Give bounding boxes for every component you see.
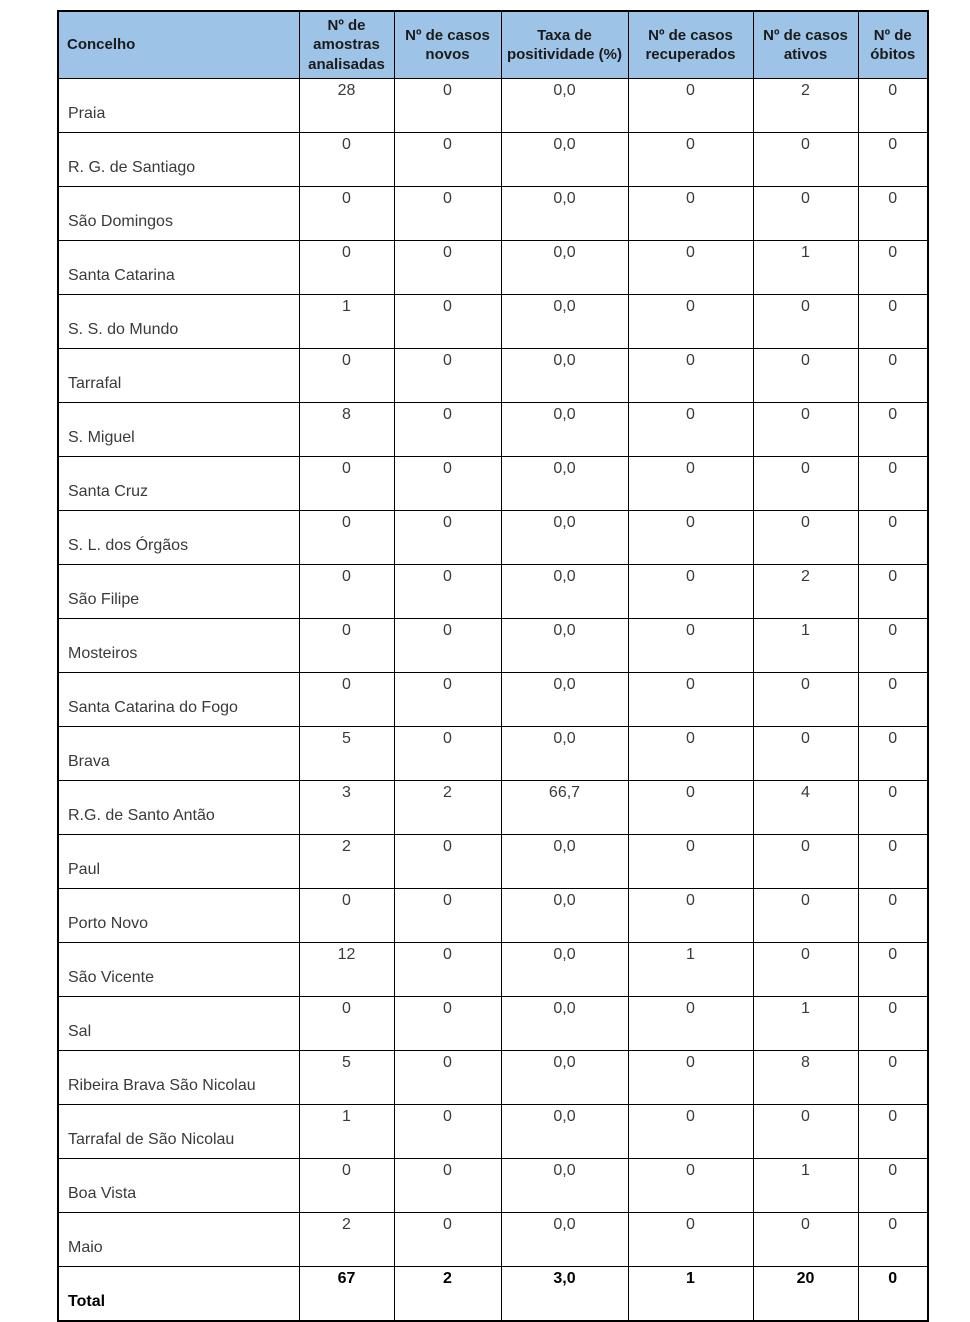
- concelho-name-cell: Paul: [58, 835, 299, 889]
- value-cell: 0: [858, 1213, 928, 1267]
- value-cell: 0: [394, 187, 501, 241]
- value-cell: 0: [394, 457, 501, 511]
- value-cell: 0,0: [501, 403, 628, 457]
- table-row: [58, 619, 928, 673]
- value-cell: 0: [628, 673, 753, 727]
- value-cell: 0: [628, 889, 753, 943]
- value-cell: 0: [394, 835, 501, 889]
- value-cell: 1: [628, 1267, 753, 1322]
- value-cell: 0: [858, 1051, 928, 1105]
- value-cell: 0: [628, 349, 753, 403]
- value-cell: 0,0: [501, 79, 628, 133]
- value-cell: 0: [858, 619, 928, 673]
- concelho-name-cell: Praia: [58, 79, 299, 133]
- value-cell: 1: [753, 241, 858, 295]
- value-cell: 0: [628, 619, 753, 673]
- value-cell: 20: [753, 1267, 858, 1322]
- value-cell: 0,0: [501, 1051, 628, 1105]
- concelho-name-cell: S. S. do Mundo: [58, 295, 299, 349]
- table-row: [58, 133, 928, 187]
- concelho-name-cell: Tarrafal de São Nicolau: [58, 1105, 299, 1159]
- value-cell: 2: [753, 79, 858, 133]
- value-cell: 8: [299, 403, 394, 457]
- value-cell: 0: [299, 673, 394, 727]
- value-cell: 0: [394, 133, 501, 187]
- value-cell: 0: [753, 835, 858, 889]
- value-cell: 0: [394, 727, 501, 781]
- table-row: [58, 727, 928, 781]
- value-cell: 0: [394, 1213, 501, 1267]
- value-cell: 0: [628, 295, 753, 349]
- value-cell: 0: [299, 457, 394, 511]
- value-cell: 67: [299, 1267, 394, 1322]
- value-cell: 28: [299, 79, 394, 133]
- value-cell: 0: [628, 457, 753, 511]
- value-cell: 0,0: [501, 1159, 628, 1213]
- column-header-recuperados: Nº de casos recuperados: [628, 11, 753, 79]
- value-cell: 0: [394, 943, 501, 997]
- table-row: [58, 835, 928, 889]
- value-cell: 0,0: [501, 133, 628, 187]
- value-cell: 0: [858, 1105, 928, 1159]
- value-cell: 0,0: [501, 943, 628, 997]
- value-cell: 0: [394, 295, 501, 349]
- value-cell: 0: [394, 241, 501, 295]
- column-header-casos-novos: Nº de casos novos: [394, 11, 501, 79]
- value-cell: 5: [299, 1051, 394, 1105]
- concelho-name-cell: Tarrafal: [58, 349, 299, 403]
- value-cell: 0,0: [501, 835, 628, 889]
- table-header-row: [58, 11, 928, 79]
- value-cell: 0: [299, 187, 394, 241]
- value-cell: 0: [753, 673, 858, 727]
- value-cell: 0,0: [501, 727, 628, 781]
- value-cell: 0,0: [501, 511, 628, 565]
- value-cell: 0: [858, 241, 928, 295]
- value-cell: 0: [394, 349, 501, 403]
- value-cell: 0,0: [501, 241, 628, 295]
- concelho-name-cell: Santa Catarina do Fogo: [58, 673, 299, 727]
- value-cell: 0: [628, 1159, 753, 1213]
- concelho-table: [57, 10, 929, 1322]
- value-cell: 2: [299, 1213, 394, 1267]
- table-row: [58, 943, 928, 997]
- value-cell: 1: [753, 997, 858, 1051]
- value-cell: 0,0: [501, 457, 628, 511]
- value-cell: 0: [394, 619, 501, 673]
- table-row: [58, 673, 928, 727]
- table-row: [58, 1159, 928, 1213]
- concelho-name-cell: Brava: [58, 727, 299, 781]
- value-cell: 0: [628, 79, 753, 133]
- value-cell: 0: [628, 1213, 753, 1267]
- value-cell: 0: [394, 565, 501, 619]
- value-cell: 0: [299, 133, 394, 187]
- value-cell: 2: [394, 1267, 501, 1322]
- value-cell: 0: [299, 889, 394, 943]
- value-cell: 1: [299, 295, 394, 349]
- table-row: [58, 349, 928, 403]
- value-cell: 1: [753, 1159, 858, 1213]
- value-cell: 0: [858, 781, 928, 835]
- value-cell: 0: [628, 835, 753, 889]
- value-cell: 0: [394, 997, 501, 1051]
- value-cell: 0: [628, 781, 753, 835]
- value-cell: 0: [628, 187, 753, 241]
- column-header-amostras: Nº de amostras analisadas: [299, 11, 394, 79]
- concelho-name-cell: R.G. de Santo Antão: [58, 781, 299, 835]
- concelho-name-cell: R. G. de Santiago: [58, 133, 299, 187]
- value-cell: 1: [753, 619, 858, 673]
- concelho-name-cell: São Domingos: [58, 187, 299, 241]
- table-row: [58, 187, 928, 241]
- value-cell: 0: [858, 187, 928, 241]
- value-cell: 1: [299, 1105, 394, 1159]
- value-cell: 0: [858, 1267, 928, 1322]
- value-cell: 0,0: [501, 565, 628, 619]
- value-cell: 0: [753, 943, 858, 997]
- value-cell: 66,7: [501, 781, 628, 835]
- value-cell: 0,0: [501, 889, 628, 943]
- table-row: [58, 565, 928, 619]
- value-cell: 4: [753, 781, 858, 835]
- value-cell: 0: [628, 1051, 753, 1105]
- value-cell: 0: [858, 403, 928, 457]
- concelho-name-cell: S. L. dos Órgãos: [58, 511, 299, 565]
- table-row: [58, 889, 928, 943]
- table-row: [58, 403, 928, 457]
- value-cell: 0: [299, 997, 394, 1051]
- value-cell: 0: [753, 1105, 858, 1159]
- value-cell: 0: [394, 673, 501, 727]
- value-cell: 5: [299, 727, 394, 781]
- value-cell: 0,0: [501, 349, 628, 403]
- value-cell: 0: [858, 295, 928, 349]
- value-cell: 0: [858, 673, 928, 727]
- report-table-container: [57, 10, 929, 1322]
- value-cell: 0: [753, 511, 858, 565]
- value-cell: 0,0: [501, 1105, 628, 1159]
- value-cell: 0: [628, 133, 753, 187]
- value-cell: 0,0: [501, 187, 628, 241]
- value-cell: 0: [394, 79, 501, 133]
- value-cell: 0: [858, 457, 928, 511]
- value-cell: 0: [858, 889, 928, 943]
- concelho-name-cell: São Vicente: [58, 943, 299, 997]
- value-cell: 0: [858, 133, 928, 187]
- value-cell: 0,0: [501, 295, 628, 349]
- value-cell: 0: [394, 1105, 501, 1159]
- value-cell: 0: [628, 565, 753, 619]
- value-cell: 0: [628, 1105, 753, 1159]
- table-row: [58, 79, 928, 133]
- value-cell: 0: [753, 295, 858, 349]
- table-row: [58, 457, 928, 511]
- value-cell: 0: [753, 349, 858, 403]
- table-row: [58, 295, 928, 349]
- table-row: [58, 997, 928, 1051]
- table-row: [58, 781, 928, 835]
- value-cell: 0,0: [501, 1213, 628, 1267]
- value-cell: 2: [394, 781, 501, 835]
- concelho-name-cell: Maio: [58, 1213, 299, 1267]
- value-cell: 0: [299, 1159, 394, 1213]
- column-header-ativos: Nº de casos ativos: [753, 11, 858, 79]
- table-row: [58, 1051, 928, 1105]
- total-label-cell: Total: [58, 1267, 299, 1322]
- value-cell: 0: [299, 511, 394, 565]
- value-cell: 0: [628, 727, 753, 781]
- value-cell: 0: [753, 1213, 858, 1267]
- value-cell: 0: [753, 727, 858, 781]
- concelho-name-cell: Boa Vista: [58, 1159, 299, 1213]
- value-cell: 0: [299, 565, 394, 619]
- table-body: [58, 79, 928, 1322]
- value-cell: 0: [753, 889, 858, 943]
- value-cell: 0: [299, 349, 394, 403]
- value-cell: 0: [628, 511, 753, 565]
- value-cell: 0: [628, 403, 753, 457]
- value-cell: 0: [628, 997, 753, 1051]
- value-cell: 0: [858, 511, 928, 565]
- concelho-name-cell: Ribeira Brava São Nicolau: [58, 1051, 299, 1105]
- value-cell: 0: [858, 79, 928, 133]
- value-cell: 0: [858, 727, 928, 781]
- value-cell: 0: [394, 1051, 501, 1105]
- value-cell: 0: [394, 1159, 501, 1213]
- value-cell: 1: [628, 943, 753, 997]
- concelho-name-cell: S. Miguel: [58, 403, 299, 457]
- value-cell: 0: [299, 619, 394, 673]
- value-cell: 0: [858, 1159, 928, 1213]
- value-cell: 0: [394, 889, 501, 943]
- value-cell: 3,0: [501, 1267, 628, 1322]
- value-cell: 3: [299, 781, 394, 835]
- value-cell: 8: [753, 1051, 858, 1105]
- value-cell: 0,0: [501, 997, 628, 1051]
- value-cell: 0: [299, 241, 394, 295]
- value-cell: 0: [753, 133, 858, 187]
- column-header-obitos: Nº de óbitos: [858, 11, 928, 79]
- value-cell: 0: [753, 457, 858, 511]
- concelho-name-cell: Santa Catarina: [58, 241, 299, 295]
- value-cell: 0: [394, 403, 501, 457]
- concelho-name-cell: Santa Cruz: [58, 457, 299, 511]
- value-cell: 2: [753, 565, 858, 619]
- value-cell: 12: [299, 943, 394, 997]
- concelho-name-cell: Sal: [58, 997, 299, 1051]
- table-row: [58, 1213, 928, 1267]
- value-cell: 0: [394, 511, 501, 565]
- concelho-name-cell: São Filipe: [58, 565, 299, 619]
- value-cell: 2: [299, 835, 394, 889]
- value-cell: 0,0: [501, 673, 628, 727]
- column-header-concelho: Concelho: [58, 11, 299, 79]
- concelho-name-cell: Mosteiros: [58, 619, 299, 673]
- value-cell: 0: [858, 997, 928, 1051]
- table-row: [58, 1105, 928, 1159]
- value-cell: 0: [858, 565, 928, 619]
- value-cell: 0: [753, 187, 858, 241]
- table-row: [58, 511, 928, 565]
- value-cell: 0: [858, 349, 928, 403]
- table-row: [58, 241, 928, 295]
- value-cell: 0,0: [501, 619, 628, 673]
- total-row: [58, 1267, 928, 1322]
- value-cell: 0: [753, 403, 858, 457]
- value-cell: 0: [628, 241, 753, 295]
- value-cell: 0: [858, 835, 928, 889]
- concelho-name-cell: Porto Novo: [58, 889, 299, 943]
- value-cell: 0: [858, 943, 928, 997]
- column-header-taxa-positividade: Taxa de positividade (%): [501, 11, 628, 79]
